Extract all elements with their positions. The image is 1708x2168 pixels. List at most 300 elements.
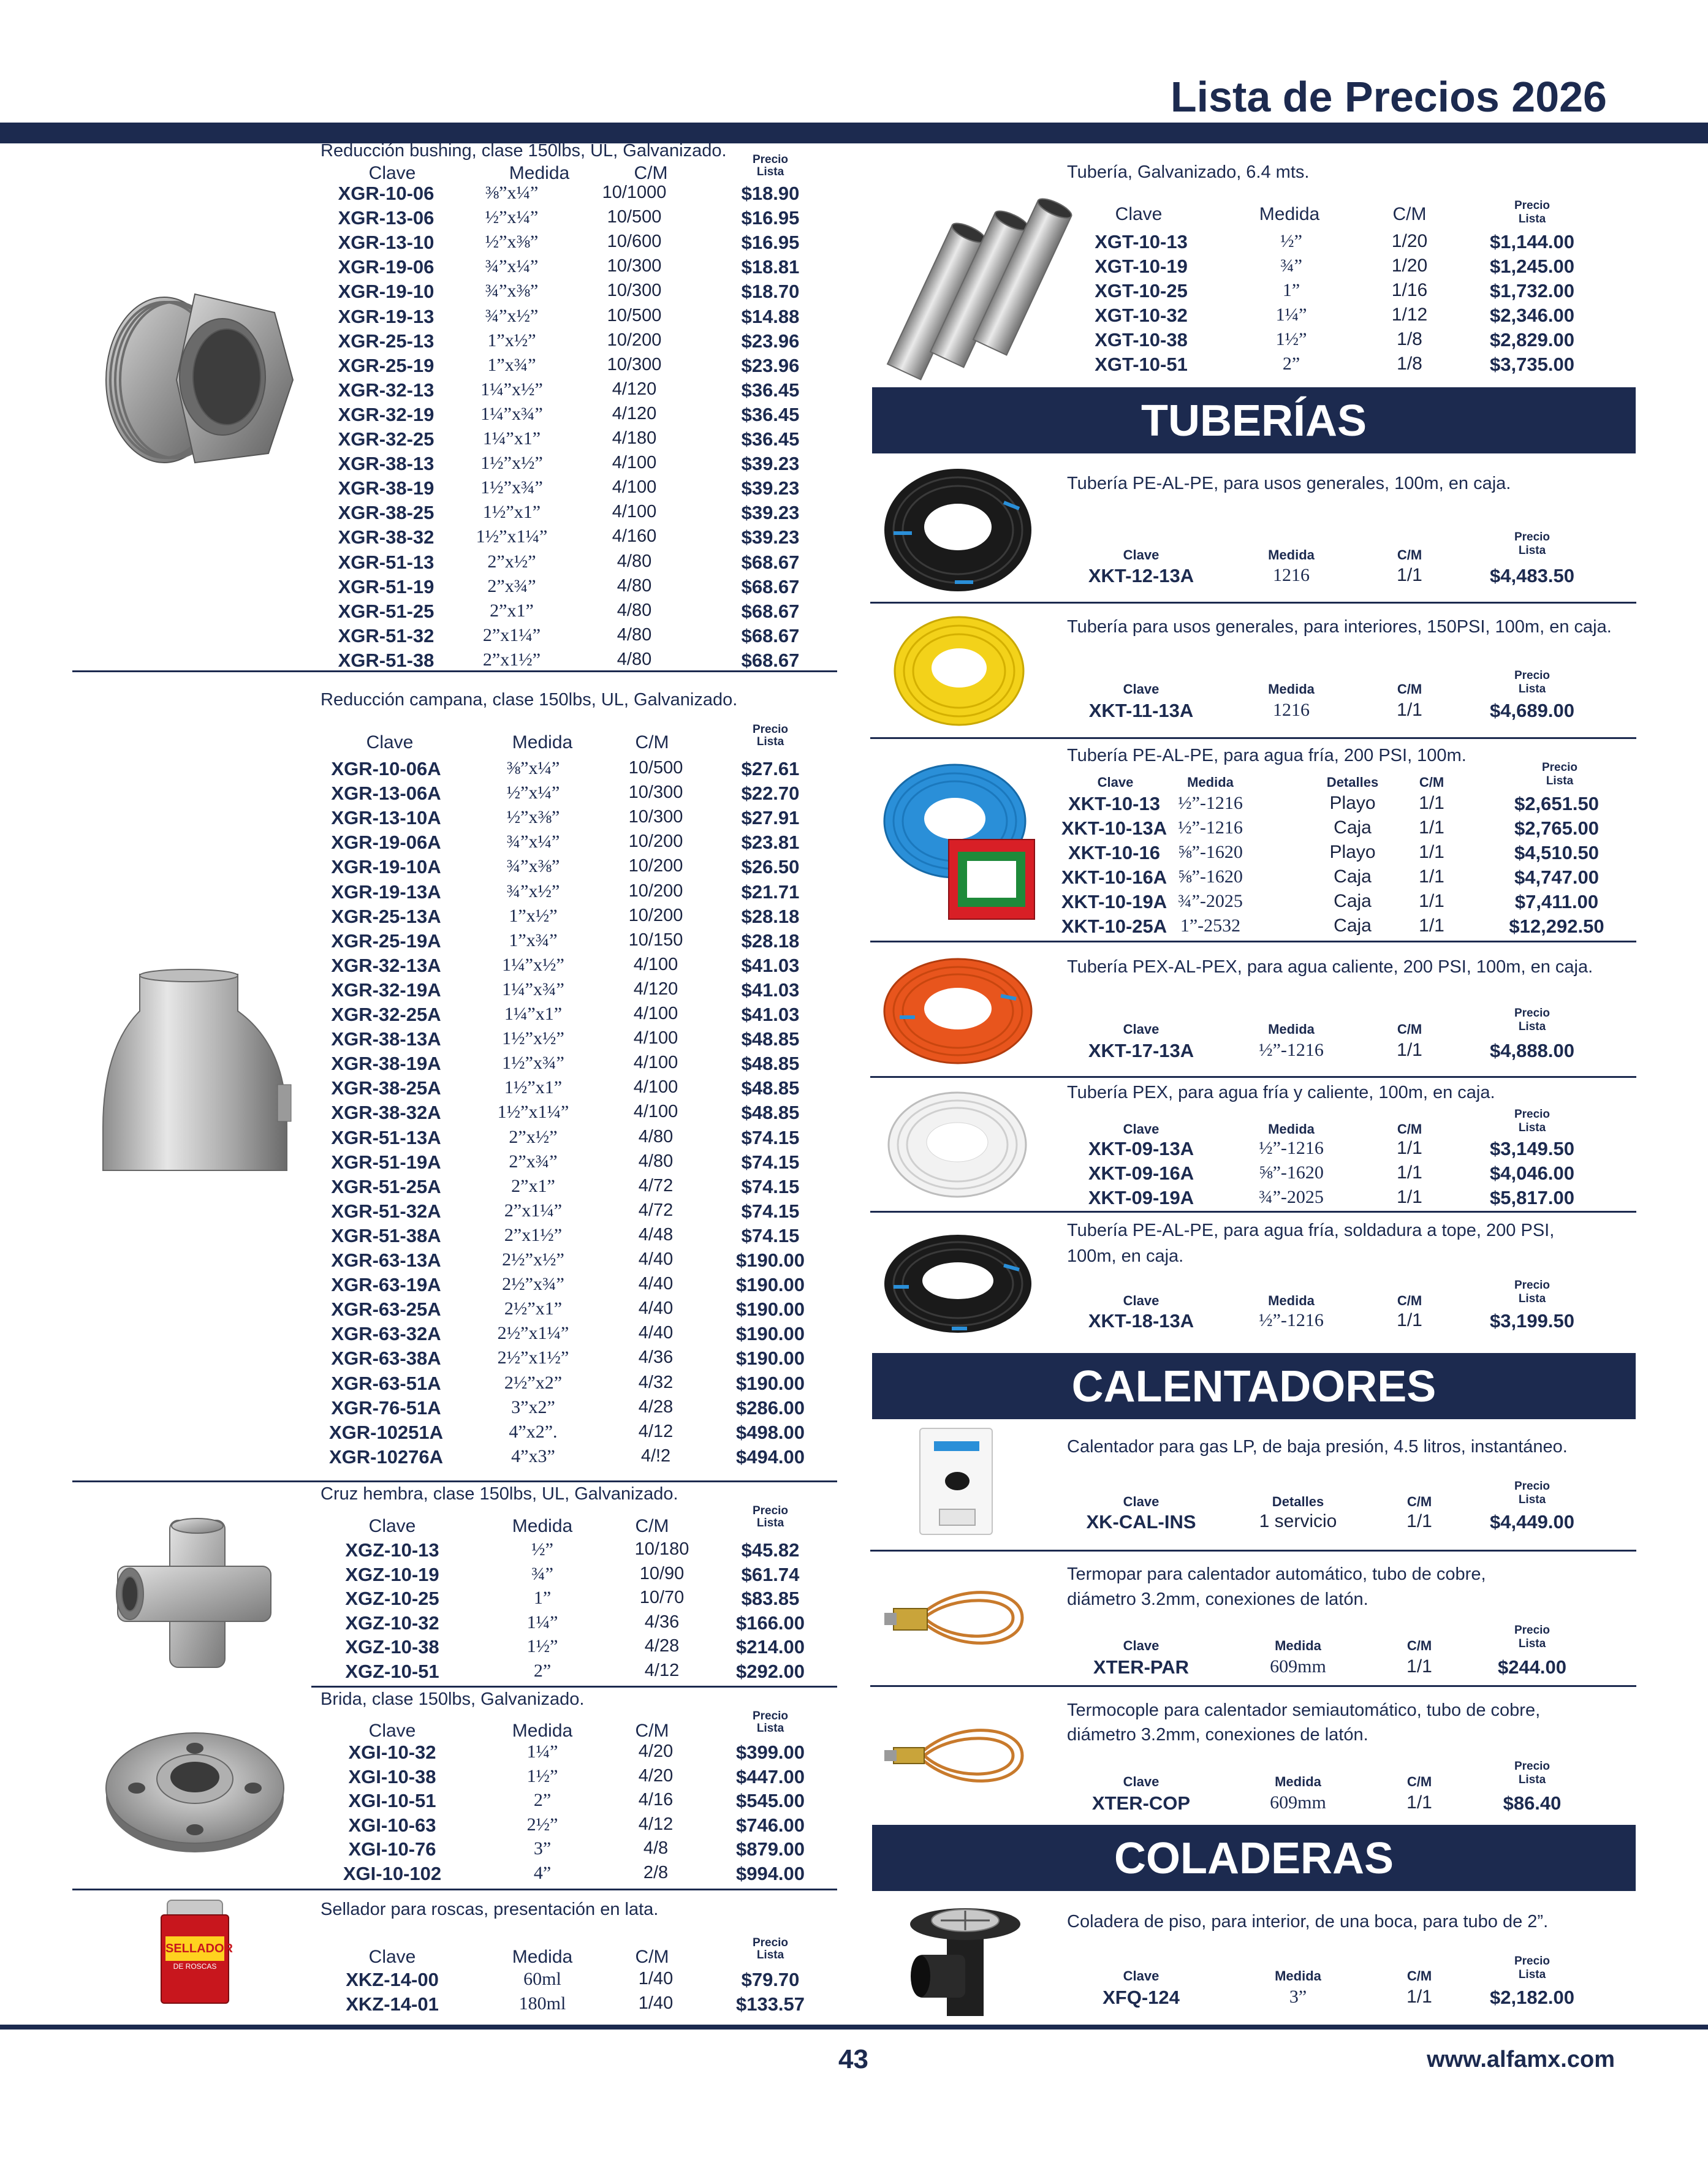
row-clave: XGR-38-19 xyxy=(338,477,435,499)
row-clave: XGT-10-51 xyxy=(1095,354,1188,375)
column-header-medida: Medida xyxy=(512,1721,573,1741)
row-precio: $18.81 xyxy=(741,256,800,278)
row-clave: XKT-17-13A xyxy=(1088,1040,1194,1061)
row-medida: 2½” xyxy=(526,1814,558,1835)
column-header-lista: Lista xyxy=(756,1722,784,1735)
row-precio: $3,735.00 xyxy=(1490,354,1574,375)
row-medida: ½”x⅜” xyxy=(506,807,560,828)
row-clave: XGR-13-06 xyxy=(338,207,435,229)
row-clave: XGR-32-25A xyxy=(331,1004,441,1025)
row-medida: 2”x1” xyxy=(490,600,534,621)
row-medida: 1½” xyxy=(526,1636,558,1657)
row-cm: 4/12 xyxy=(644,1661,680,1680)
row-clave: XTER-COP xyxy=(1091,1792,1191,1814)
column-header-lista: Lista xyxy=(1518,1637,1546,1650)
row-precio: $1,245.00 xyxy=(1490,256,1574,277)
row-precio: $166.00 xyxy=(735,1612,805,1634)
column-header-clave: Clave xyxy=(1123,1968,1160,1984)
row-clave: XGR-63-32A xyxy=(331,1323,441,1345)
row-cm: 4/120 xyxy=(612,379,657,399)
product-description: Tubería PEX-AL-PEX, para agua caliente, 200 PSI, 100m, en caja. xyxy=(1067,957,1593,977)
row-cm: 4/48 xyxy=(638,1224,674,1245)
row-cm: 4/40 xyxy=(638,1249,674,1269)
row-clave: XKT-10-16A xyxy=(1061,866,1167,888)
row-value: ⅝”-1620 xyxy=(1259,1162,1324,1183)
row-value: 3” xyxy=(1289,1987,1307,2007)
column-header-clave: Clave xyxy=(1097,775,1134,790)
column-header-precio: Precio xyxy=(752,1504,789,1517)
product-description: Tubería PE-AL-PE, para usos generales, 100m, en caja. xyxy=(1067,474,1511,493)
product-description: Tubería PE-AL-PE, para agua fría, soldadura a tope, 200 PSI, xyxy=(1067,1221,1555,1240)
page-number: 43 xyxy=(838,2044,868,2074)
row-medida: 1¼”x½” xyxy=(480,379,543,400)
row-precio: $22.70 xyxy=(741,783,800,805)
row-cm: 10/200 xyxy=(607,330,662,350)
row-precio: $16.95 xyxy=(741,207,800,229)
section-calentadores: CALENTADORES xyxy=(872,1353,1636,1419)
row-medida: 1¼” xyxy=(526,1742,558,1762)
column-header-clave: Clave xyxy=(368,1947,416,1967)
galvanized-pipe-image xyxy=(895,202,1054,380)
row-cm: 4/40 xyxy=(638,1298,674,1319)
row-clave: XGR-63-25A xyxy=(331,1298,441,1321)
row-clave: XGT-10-19 xyxy=(1095,256,1188,277)
row-clave: XGR-38-25 xyxy=(338,502,435,524)
campana-image xyxy=(97,968,293,1177)
row-cm: 4/80 xyxy=(638,1151,674,1171)
row-precio: $5,817.00 xyxy=(1490,1187,1574,1208)
column-header-medida: Medida xyxy=(509,163,570,183)
column-header-cm: C/M xyxy=(1397,547,1422,563)
row-clave: XGZ-10-19 xyxy=(345,1563,439,1585)
row-value: 1/1 xyxy=(1397,1162,1422,1183)
column-header-medida: Medida xyxy=(1187,775,1234,790)
row-value: ½”-1216 xyxy=(1178,817,1243,838)
column-header-precio: Precio xyxy=(1514,531,1550,544)
row-medida: ¾” xyxy=(531,1563,553,1584)
product-description: Calentador para gas LP, de baja presión, 4.5 litros, instantáneo. xyxy=(1067,1437,1568,1457)
column-header-cm: C/M xyxy=(1406,1774,1432,1789)
row-clave: XKT-10-19A xyxy=(1061,891,1167,912)
row-clave: XKT-11-13A xyxy=(1088,700,1194,721)
column-header-cm: C/M xyxy=(1392,204,1427,224)
row-clave: XGI-10-32 xyxy=(348,1742,436,1763)
divider xyxy=(72,1480,837,1482)
row-precio: $494.00 xyxy=(735,1446,805,1468)
row-clave: XGR-13-06A xyxy=(331,783,441,805)
section-tuberias: TUBERÍAS xyxy=(872,387,1636,453)
row-medida: ¾”x½” xyxy=(485,305,539,326)
row-precio: $27.91 xyxy=(741,807,800,829)
row-clave: XGR-13-10A xyxy=(331,807,441,829)
row-medida: 1½”x¾” xyxy=(480,477,543,498)
row-precio: $12,292.50 xyxy=(1509,915,1604,937)
row-precio: $1,732.00 xyxy=(1490,280,1574,301)
column-header-cm: C/M xyxy=(1406,1494,1432,1509)
row-value: Caja xyxy=(1334,915,1372,936)
column-header-cm: C/M xyxy=(1419,775,1444,790)
row-value: 1216 xyxy=(1273,700,1310,720)
row-precio: $2,765.00 xyxy=(1514,817,1599,839)
blue-coil-image xyxy=(881,760,1041,925)
row-precio: $68.67 xyxy=(741,624,800,646)
row-clave: XGI-10-102 xyxy=(343,1863,442,1884)
row-cm: 10/70 xyxy=(639,1588,685,1608)
header-band xyxy=(0,123,1708,143)
row-clave: XKZ-14-00 xyxy=(346,1969,439,1990)
row-cm: 10/200 xyxy=(628,881,683,901)
row-cm: 4/120 xyxy=(633,979,678,999)
row-clave: XKT-18-13A xyxy=(1088,1310,1194,1332)
row-cm: 4/20 xyxy=(638,1765,674,1786)
row-precio: $83.85 xyxy=(741,1588,800,1610)
row-cm: 4/180 xyxy=(612,428,657,448)
product-description: Termocople para calentador semiautomático, tubo de cobre, xyxy=(1067,1700,1541,1720)
row-value: 1/8 xyxy=(1397,329,1422,349)
row-clave: XKT-10-13A xyxy=(1061,817,1167,839)
row-clave: XGR-25-19 xyxy=(338,354,435,376)
row-precio: $21.71 xyxy=(741,881,800,903)
column-header-clave: Clave xyxy=(368,1516,416,1536)
column-header-cm: C/M xyxy=(1397,681,1422,697)
row-medida: 1¼”x1” xyxy=(504,1004,563,1024)
column-header-clave: Clave xyxy=(1123,681,1160,697)
row-precio: $292.00 xyxy=(735,1661,805,1682)
row-cm: 10/90 xyxy=(639,1563,685,1583)
row-precio: $23.81 xyxy=(741,832,800,854)
row-value: 1/8 xyxy=(1397,354,1422,374)
row-value: Caja xyxy=(1334,866,1372,887)
row-clave: XGR-51-13 xyxy=(338,551,435,573)
row-medida: ¾”x¼” xyxy=(485,256,539,277)
row-medida: 3”x2” xyxy=(511,1397,555,1417)
column-header-medida: Medida xyxy=(1275,1774,1321,1789)
row-clave: XGR-10276A xyxy=(328,1446,444,1468)
column-header-lista: Lista xyxy=(1518,1773,1546,1786)
row-cm: 10/300 xyxy=(628,807,683,827)
column-header-precio: Precio xyxy=(1514,1108,1550,1121)
row-medida: 2”x1” xyxy=(511,1175,555,1196)
column-header-cm: C/M xyxy=(635,1947,669,1967)
row-value: Caja xyxy=(1334,891,1372,911)
row-value: 1/1 xyxy=(1397,565,1422,585)
column-header-clave: Clave xyxy=(1123,1494,1160,1509)
column-header-medida: Medida xyxy=(1268,547,1315,563)
row-clave: XGR-32-19A xyxy=(331,979,441,1001)
row-precio: $133.57 xyxy=(735,1993,805,2015)
row-medida: 1”x¾” xyxy=(509,930,558,950)
row-value: 1/20 xyxy=(1391,231,1428,251)
row-precio: $74.15 xyxy=(741,1175,800,1197)
row-value: 1/1 xyxy=(1397,1187,1422,1207)
row-medida: 2”x½” xyxy=(487,551,536,572)
row-cm: 10/200 xyxy=(628,905,683,925)
row-precio: $74.15 xyxy=(741,1200,800,1222)
row-cm: 4/8 xyxy=(643,1838,669,1859)
row-value: 1/1 xyxy=(1419,866,1444,887)
white-coil-image xyxy=(886,1090,1030,1200)
row-medida: 2½”x2” xyxy=(504,1372,563,1393)
row-value: 1/20 xyxy=(1391,256,1428,276)
row-cm: 4/80 xyxy=(617,551,652,571)
row-precio: $23.96 xyxy=(741,354,800,376)
row-medida: 4”x3” xyxy=(511,1446,555,1466)
row-precio: $74.15 xyxy=(741,1151,800,1173)
row-value: 1/1 xyxy=(1406,1987,1432,2007)
row-clave: XKT-09-16A xyxy=(1088,1162,1194,1184)
row-medida: 2”x¾” xyxy=(487,575,536,596)
row-medida: 1½”x¾” xyxy=(502,1053,564,1074)
row-clave: XGR-19-10 xyxy=(338,281,435,303)
row-clave: XGR-63-19A xyxy=(331,1274,441,1296)
row-medida: 2”x½” xyxy=(509,1126,558,1147)
column-header-lista: Lista xyxy=(1518,213,1546,226)
row-cm: 4/100 xyxy=(633,954,678,974)
row-medida: 2”x1¼” xyxy=(482,624,541,645)
row-precio: $746.00 xyxy=(735,1814,805,1836)
product-description-line2: 100m, en caja. xyxy=(1067,1246,1184,1266)
row-precio: $18.90 xyxy=(741,183,800,204)
water-heater-image xyxy=(919,1428,993,1535)
column-header-medida: Medida xyxy=(512,1947,573,1967)
row-medida: 1½”x1¼” xyxy=(497,1102,569,1123)
row-value: ½”-1216 xyxy=(1259,1040,1324,1060)
row-precio: $86.40 xyxy=(1503,1792,1562,1814)
divider xyxy=(72,1889,837,1890)
row-cm: 2/8 xyxy=(643,1863,669,1882)
product-description: Brida, clase 150lbs, Galvanizado. xyxy=(321,1689,585,1709)
row-medida: 2”x1½” xyxy=(482,649,541,670)
column-header-precio: Precio xyxy=(752,1710,789,1723)
column-header-lista: Lista xyxy=(1518,1968,1546,1981)
row-cm: 10/500 xyxy=(607,305,662,325)
product-description: Reducción campana, clase 150lbs, UL, Galvanizado. xyxy=(321,690,738,710)
row-clave: XGR-63-38A xyxy=(331,1347,441,1370)
row-clave: XGR-51-32 xyxy=(338,624,435,646)
column-header-medida: Medida xyxy=(1268,1021,1315,1037)
row-medida: 2½”x1” xyxy=(504,1298,563,1319)
row-clave: XGR-51-19 xyxy=(338,575,435,597)
row-precio: $2,651.50 xyxy=(1514,793,1599,814)
product-description-line2: diámetro 3.2mm, conexiones de latón. xyxy=(1067,1590,1368,1609)
row-precio: $4,483.50 xyxy=(1490,565,1574,586)
column-header-lista: Lista xyxy=(1546,775,1574,787)
row-medida: 1½”x½” xyxy=(480,453,543,474)
row-cm: 4/40 xyxy=(638,1274,674,1294)
row-value: 1/16 xyxy=(1391,280,1428,300)
row-medida: 1”x¾” xyxy=(487,354,536,375)
column-header-medida: Medida xyxy=(1275,1968,1321,1984)
divider xyxy=(870,737,1636,739)
row-medida: 2”x1½” xyxy=(504,1224,563,1245)
row-value: 1/1 xyxy=(1406,1792,1432,1813)
column-header-precio: Precio xyxy=(752,1936,789,1949)
divider xyxy=(870,1076,1636,1078)
column-header-cm: C/M xyxy=(635,1516,669,1536)
column-header-clave: Clave xyxy=(368,1721,416,1741)
row-precio: $74.15 xyxy=(741,1126,800,1148)
cross-image xyxy=(112,1517,277,1670)
row-clave: XGZ-10-51 xyxy=(345,1661,439,1682)
row-precio: $286.00 xyxy=(735,1397,805,1419)
row-value: 1¼” xyxy=(1275,305,1307,325)
row-clave: XGR-63-51A xyxy=(331,1372,441,1394)
row-value: Playo xyxy=(1329,793,1376,813)
row-clave: XGR-38-25A xyxy=(331,1077,441,1099)
row-medida: 1”x½” xyxy=(487,330,536,351)
bushing-image xyxy=(91,276,299,478)
row-precio: $36.45 xyxy=(741,428,800,450)
row-value: ½” xyxy=(1280,231,1302,251)
row-medida: 1”x½” xyxy=(509,905,558,926)
thermocouple-image xyxy=(881,1569,1034,1667)
row-clave: XKT-09-19A xyxy=(1088,1187,1194,1208)
column-header-clave: Clave xyxy=(1123,547,1160,563)
row-medida: 2½”x¾” xyxy=(502,1274,564,1295)
product-description: Tubería PEX, para agua fría y caliente, 100m, en caja. xyxy=(1067,1083,1495,1102)
row-cm: 4/80 xyxy=(617,600,652,620)
row-value: 1/12 xyxy=(1391,305,1428,325)
row-value: ¾”-2025 xyxy=(1259,1187,1324,1207)
row-precio: $7,411.00 xyxy=(1514,891,1599,912)
row-medida: 1¼”x½” xyxy=(502,954,564,975)
row-cm: 4/80 xyxy=(617,575,652,596)
row-precio: $4,689.00 xyxy=(1490,700,1574,721)
row-cm: 4/100 xyxy=(633,1004,678,1023)
row-clave: XGR-51-25A xyxy=(331,1175,441,1197)
row-clave: XGR-19-06A xyxy=(331,832,441,854)
row-precio: $28.18 xyxy=(741,905,800,927)
row-precio: $48.85 xyxy=(741,1102,800,1124)
row-clave: XGR-51-38A xyxy=(331,1224,441,1246)
column-header-medida: Detalles xyxy=(1272,1494,1324,1509)
row-clave: XGR-38-32A xyxy=(331,1102,441,1124)
website-url: www.alfamx.com xyxy=(1427,2047,1615,2072)
thermocouple2-image xyxy=(881,1710,1034,1802)
row-medida: 1¼”x¾” xyxy=(502,979,564,999)
row-medida: ¾”x⅜” xyxy=(506,856,560,877)
column-header-cm: C/M xyxy=(634,163,668,183)
row-medida: ½”x⅜” xyxy=(485,232,539,252)
row-medida: 1½”x1¼” xyxy=(476,526,548,547)
column-header-lista: Lista xyxy=(756,1949,784,1961)
row-precio: $545.00 xyxy=(735,1790,805,1812)
row-medida: 2”x1¼” xyxy=(504,1200,563,1221)
divider xyxy=(870,1211,1636,1213)
row-cm: 4/100 xyxy=(633,1028,678,1048)
row-clave: XGR-25-13 xyxy=(338,330,435,352)
column-header-lista: Lista xyxy=(1518,1292,1546,1305)
row-clave: XGR-32-25 xyxy=(338,428,435,450)
row-precio: $4,510.50 xyxy=(1514,842,1599,863)
row-precio: $447.00 xyxy=(735,1765,805,1787)
row-cm: 4/36 xyxy=(638,1347,674,1368)
row-medida: 2½”x1¼” xyxy=(497,1323,569,1344)
row-precio: $48.85 xyxy=(741,1077,800,1099)
row-clave: XGR-19-06 xyxy=(338,256,435,278)
row-value: 1/1 xyxy=(1419,891,1444,911)
row-clave: XTER-PAR xyxy=(1093,1656,1190,1678)
row-medida: 4”x2”. xyxy=(509,1421,558,1442)
column-header-precio: Precio xyxy=(752,723,789,736)
column-header-precio: Precio xyxy=(1514,669,1550,682)
row-clave: XGR-63-13A xyxy=(331,1249,441,1271)
row-clave: XGI-10-76 xyxy=(348,1838,436,1860)
column-header-precio: Precio xyxy=(1514,1480,1550,1493)
row-cm: 10/300 xyxy=(607,256,662,276)
row-cm: 4/80 xyxy=(617,649,652,669)
row-medida: 3” xyxy=(533,1838,552,1859)
row-value: 2” xyxy=(1282,354,1300,374)
row-value: 1½” xyxy=(1275,329,1307,349)
row-clave: XGR-10-06A xyxy=(331,758,441,779)
row-clave: XFQ-124 xyxy=(1103,1987,1180,2008)
product-description-line2: diámetro 3.2mm, conexiones de latón. xyxy=(1067,1725,1368,1745)
column-header-precio: Precio xyxy=(1514,1279,1550,1292)
row-value: ⅝”-1620 xyxy=(1178,866,1243,887)
column-header-lista: Lista xyxy=(1518,1493,1546,1506)
column-header-precio: Precio xyxy=(1514,1955,1550,1968)
column-header-clave: Clave xyxy=(1123,1774,1160,1789)
row-value: 1/1 xyxy=(1406,1511,1432,1531)
row-precio: $28.18 xyxy=(741,930,800,952)
row-clave: XGR-38-19A xyxy=(331,1053,441,1075)
row-cm: 10/180 xyxy=(634,1539,689,1559)
divider xyxy=(311,1686,837,1688)
row-clave: XGR-13-10 xyxy=(338,232,435,254)
row-medida: ½”x¼” xyxy=(506,783,560,803)
row-precio: $190.00 xyxy=(735,1323,805,1345)
row-clave: XGZ-10-13 xyxy=(345,1539,439,1561)
page-title: Lista de Precios 2026 xyxy=(1170,73,1607,121)
row-clave: XGT-10-38 xyxy=(1095,329,1188,351)
row-clave: XGI-10-51 xyxy=(348,1790,436,1812)
row-cm: 4/72 xyxy=(638,1200,674,1220)
row-medida: ½”x¼” xyxy=(485,207,539,228)
row-cm: 4/100 xyxy=(612,477,657,498)
row-precio: $39.23 xyxy=(741,502,800,524)
row-cm: 10/300 xyxy=(607,281,662,301)
row-clave: XK-CAL-INS xyxy=(1086,1511,1196,1533)
row-value: 1/1 xyxy=(1419,842,1444,862)
row-precio: $14.88 xyxy=(741,305,800,327)
row-cm: 10/1000 xyxy=(602,183,667,202)
product-description: Sellador para roscas, presentación en lata. xyxy=(321,1900,659,1919)
row-cm: 4/160 xyxy=(612,526,657,547)
column-header-precio: Precio xyxy=(1514,1007,1550,1020)
row-cm: 4/16 xyxy=(638,1790,674,1810)
column-header-clave: Clave xyxy=(368,163,416,183)
column-header-cm: C/M xyxy=(1397,1021,1422,1037)
row-medida: 2” xyxy=(533,1661,552,1681)
row-clave: XGR-76-51A xyxy=(331,1397,441,1419)
column-header-clave: Clave xyxy=(1123,1293,1160,1308)
row-cm: 4/100 xyxy=(633,1053,678,1073)
row-clave: XGR-38-13A xyxy=(331,1028,441,1050)
column-header-clave: Clave xyxy=(1123,1021,1160,1037)
product-description: Tubería, Galvanizado, 6.4 mts. xyxy=(1067,162,1310,182)
row-precio: $2,346.00 xyxy=(1490,305,1574,326)
row-cm: 10/200 xyxy=(628,856,683,876)
row-value: 1/1 xyxy=(1406,1656,1432,1677)
row-medida: 180ml xyxy=(518,1993,566,2014)
row-medida: 2” xyxy=(533,1790,552,1811)
row-precio: $190.00 xyxy=(735,1274,805,1296)
row-cm: 10/200 xyxy=(628,832,683,852)
row-precio: $36.45 xyxy=(741,403,800,425)
column-header-clave: Clave xyxy=(1115,204,1163,224)
flange-image xyxy=(103,1721,287,1855)
